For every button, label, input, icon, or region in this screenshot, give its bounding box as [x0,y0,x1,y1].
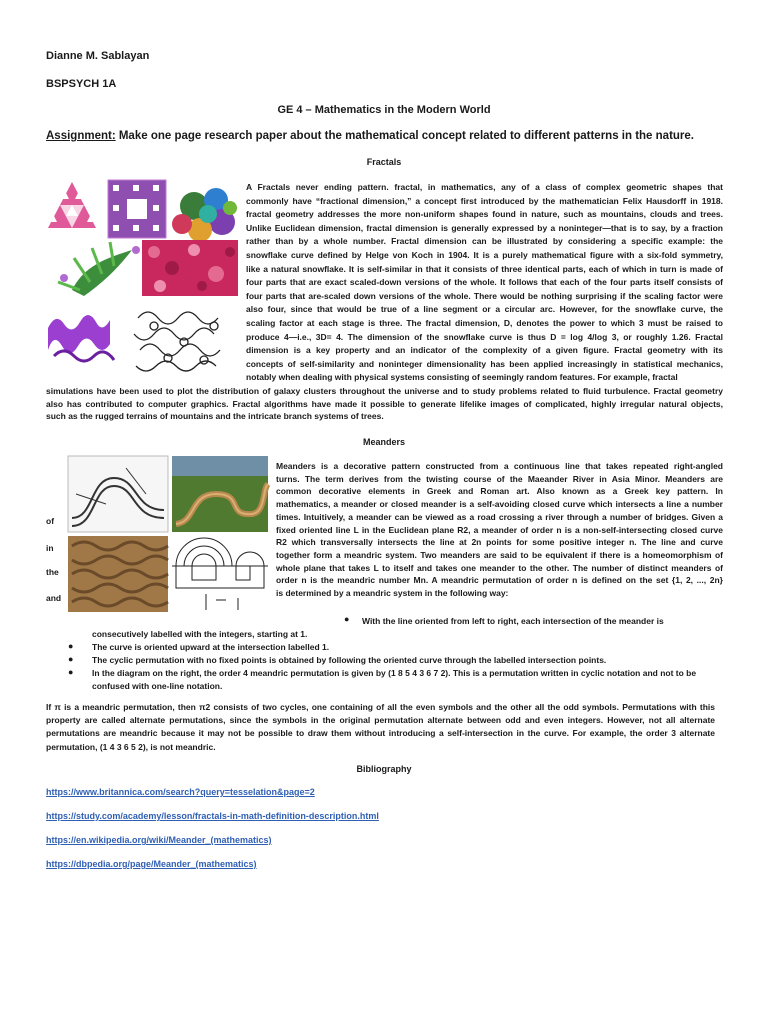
bullet-item: In the diagram on the right, the order 4 meandric permutation is given by (1 8 5 4 3 6 7 2). This is a permutation written in cyclic notation and not to be [92,668,697,678]
fractals-text-line: Unlike Euclidean dimension, fractal dimension is generally expressed by a noninteger—that is to say, by a fraction [246,222,723,233]
fractals-text-line: like a natural snowflake. It is self-similar in that it consists of three identical parts, each of which in turn is made of [246,263,723,274]
closing-text-line: permutation, (1 4 3 6 5 2), is not meandric. [46,741,216,752]
closing-text-line: If π is a meandric permutation, then π2 consists of two cycles, one containing of all the even symbols and the other all the odd symbols. Permutations with this [46,702,715,712]
bullet-dot-icon: ● [344,614,350,624]
meanders-text-line: turns. The term derives from the twisting course of the Maeander River in Asia Minor. Meanders are [276,473,723,484]
fractals-text-line: rather than by a whole number. Fractal dimension can be illustrated by considering a specific example: the [246,236,723,247]
closing-text-line: permutations are meandric because it may not be possible to draw them without introducing a self-intersection in the curve. For example, the order 3 alternate [46,728,715,739]
bullet-dot-icon: ● [68,654,74,664]
bibliography-link[interactable]: https://dbpedia.org/page/Meander_(mathematics) [46,859,257,869]
bibliography-link[interactable]: https://study.com/academy/lesson/fractals-in-math-definition-description.html [46,811,379,821]
meanders-text-line: Meanders is a decorative pattern constructed from a continuous line that takes repeated right-angled [276,461,723,471]
meander-diagram-sketch [68,456,168,532]
meander-arcs-diagram [172,538,268,610]
meanders-text-line: is determined by a meandric system in the following way: [276,588,509,598]
meanders-heading: Meanders [362,437,406,447]
assignment-line [46,130,694,142]
bullet-item: The cyclic permutation with no fixed points is obtained by following the oriented curve through the labelled intersection points. [92,655,607,665]
meanders-text-line: R2 which transversally intersects the line at 2n points for some positive integer n. The line and curve [276,537,723,548]
sierpinski-triangle-image [48,182,96,228]
meander-image-collage [66,454,270,614]
margin-word: in [46,543,54,553]
leaf-fractal-image [58,242,140,296]
closing-text-line: property are called alternate permutations, since the symbols in the original permutation alternate between odd and even integers. However, not all alternate [46,715,715,726]
assignment-label: Assignment: [46,130,116,142]
fractals-text-line: also has contributed to computer graphics. Fractal algorithms have made it possible to generate lifelike images of complicated, highly irregular natural objects, [46,398,723,409]
bullet-item: consecutively labelled with the integers, starting at 1. [92,629,308,639]
fractal-image-collage [44,178,240,378]
margin-word: of [46,516,55,526]
assignment-text: Make one page research paper about the mathematical concept related to different patterns in the nature. [115,130,694,142]
fractals-text-line: A Fractals never ending pattern. fractal, in mathematics, any of a class of complex geometric shapes that [246,182,723,192]
course-code: BSPSYCH 1A [46,78,117,90]
fractals-text-line: simulations have been used to plot the distribution of galaxy clusters throughout the universe and to study problems related to fluid turbulence. Fractal geometry [46,386,723,396]
meanders-text-line: mathematics, a meander or closed meander is a self-avoiding closed curve which intersects a line a number [276,499,723,510]
author-name: Dianne M. Sablayan [46,50,150,62]
fractals-heading: Fractals [366,157,402,167]
meanders-text-line: order n is the meandric number Mn. A meandric permutation of order n is defined on the set {1, 2, ..., 2n} [276,575,723,586]
margin-word: and [46,593,62,603]
fractals-text-line: concepts of self-similarity and noninteger dimensionality has been applied increasingly in statistical mechanics, [246,358,723,369]
bullet-item: The curve is oriented upward at the intersection labelled 1. [92,642,330,652]
dragon-fractal-image [48,315,114,361]
fractals-text-line: also four, since that would be true of a line segment or a circular arc. However, for the snowflake curve, the [246,304,723,315]
fractals-text-line: notably when dealing with physical systems consisting of seemingly random features. For example, fractal [246,372,678,383]
fractals-text-line: snowflake curve defined by Helge von Koch in 1904. It is a purely mathematical figure with a six-fold symmetry, [246,250,723,260]
fractals-text-line: such as the rugged terrains of mountains and the intricate branch systems of trees. [46,411,384,422]
fractals-text-line: produce 4—i.e., 3D= 4. The dimension of the snowflake curve is thus D = log 4/log 3, or roughly 1.26. Fractal [246,331,723,342]
fractals-text-line: scaling factor at each stage is three. The fractal dimension, D, denotes the power to which 3 must be raised to [246,318,723,328]
coral-fractal-image [142,240,238,296]
meanders-text-line: common decorative elements in Greek and Roman art. Also known as a Greek key pattern. In [276,486,723,497]
lace-fractal-image [134,312,220,371]
bibliography-heading: Bibliography [356,764,412,774]
bullet-dot-icon: ● [68,667,74,677]
meanders-text-line: together form a meandric system. Two meanders are said to be equivalent if there is a homeomorphism of [276,549,723,560]
meanders-text-line: times. Intuitively, a meander can be viewed as a road crossing a river through a number of bridges. Given a [276,511,723,522]
bibliography-link[interactable]: https://www.britannica.com/search?query=tesselation&page=2 [46,787,315,797]
bullet-item: With the line oriented from left to right, each intersection of the meander is [362,616,664,626]
brain-coral-photo [68,536,168,612]
margin-word: the [46,567,59,577]
bibliography-link[interactable]: https://en.wikipedia.org/wiki/Meander_(mathematics) [46,835,272,845]
fractals-text-line: dimension is a key property and an indicator of the complexity of a given figure. Fractal geometry with its [246,345,723,356]
meanders-text-line: whole plane that takes L to itself and takes one meander to the other. The number of distinct meanders of [276,562,723,573]
meanders-text-line: fixed oriented line L in the Euclidean plane R2, a meander of order n is a non-self-intersecting closed curve [276,524,723,535]
fractals-text-line: fractal geometry addresses the more non-uniform shapes found in nature, such as mountains, clouds and trees. [246,209,723,220]
bullet-dot-icon: ● [68,641,74,651]
bullet-item: confused with one-line notation. [92,681,223,691]
fractals-text-line: commonly have “fractional dimension,” a concept first introduced by the mathematician Felix Hausdorff in 1918. [246,195,723,206]
hexagon-fractal-image [172,188,237,242]
fractals-text-line: four parts that are-scaled down versions of the whole. There would be nothing surprising if the scaling factor were [246,290,723,301]
fractals-text-line: four parts that are exact scaled-down versions of the whole. It follows that each of the four parts itself consists of [246,277,723,288]
sierpinski-carpet-image [108,180,166,238]
river-aerial-photo [172,456,268,532]
document-title: GE 4 – Mathematics in the Modern World [277,104,491,116]
